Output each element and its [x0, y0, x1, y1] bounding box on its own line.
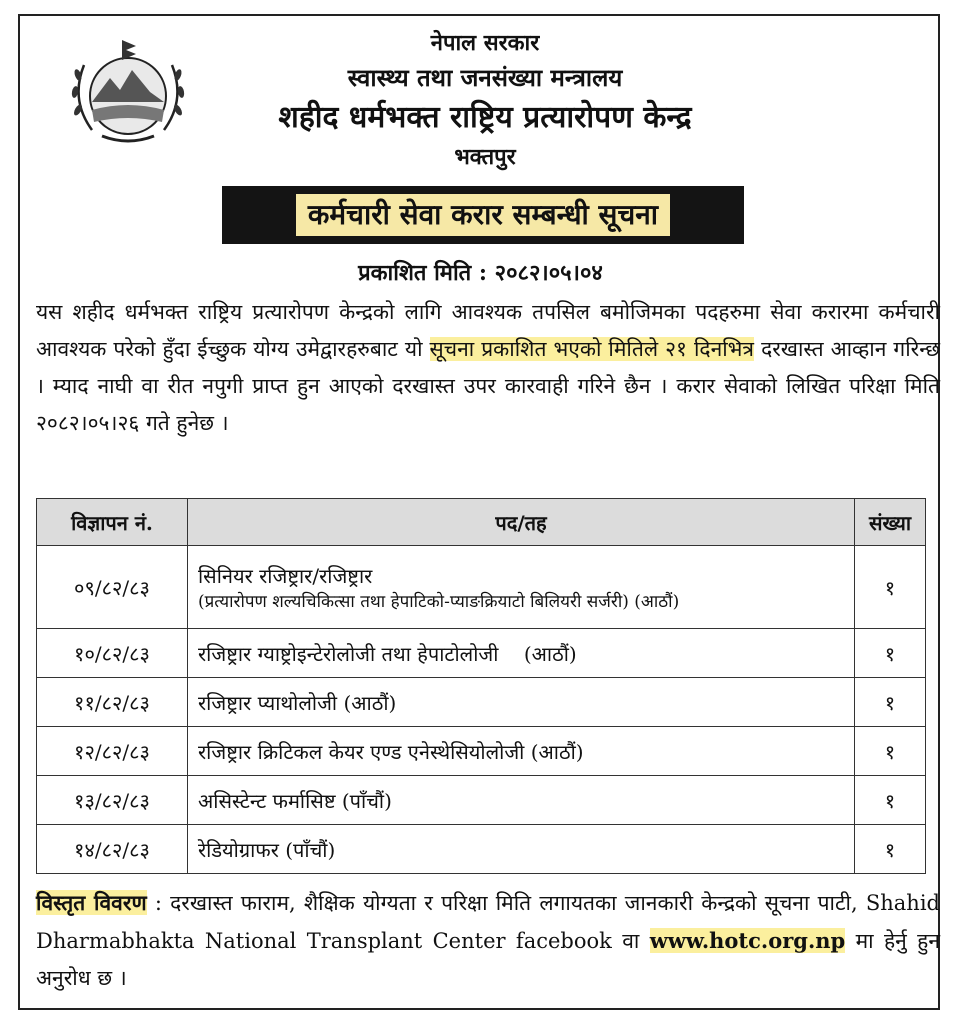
- table-row: [37, 546, 926, 629]
- footer-details: [36, 884, 940, 997]
- table-row: [37, 825, 926, 874]
- table-row: [37, 629, 926, 678]
- header-count: संख्या: [855, 499, 926, 546]
- header-advert-no: विज्ञापन नं.: [37, 499, 188, 546]
- post-title: रजिष्ट्रार प्याथोलोजी (आठौं): [188, 678, 855, 727]
- header: [200, 26, 770, 174]
- posts-table: [36, 498, 926, 874]
- post-cell: [188, 546, 855, 629]
- notice-title: कर्मचारी सेवा करार सम्बन्धी सूचना: [296, 194, 670, 236]
- advert-no: १४/८२/८३: [37, 825, 188, 874]
- advert-no: १०/८२/८३: [37, 629, 188, 678]
- post-count: १: [855, 776, 926, 825]
- post-title: रजिष्ट्रार क्रिटिकल केयर एण्ड एनेस्थेसियोलोजी (आठौं): [188, 727, 855, 776]
- post-title: रेडियोग्राफर (पाँचौं): [188, 825, 855, 874]
- table-row: [37, 776, 926, 825]
- details-text2: मा हेर्नु हुन अनुरोध छ ।: [36, 929, 940, 990]
- details-label: विस्तृत विवरण: [36, 890, 147, 915]
- header-center-name: शहीद धर्मभक्त राष्ट्रिय प्रत्यारोपण केन्द्र: [278, 100, 692, 135]
- table-row: [37, 727, 926, 776]
- post-title: असिस्टेन्ट फर्मासिष्ट (पाँचौं): [188, 776, 855, 825]
- post-count: १: [855, 727, 926, 776]
- post-count: १: [855, 825, 926, 874]
- paragraph-part2: दरखास्त आव्हान गरिन्छ । म्याद नाघी वा रीत नपुगी प्राप्त हुन आएको दरखास्त उपर कारवाही गरिने छैन । करार सेवाको लिखित परिक्षा मिति २०८२।०५।२६ गते हुनेछ ।: [36, 337, 940, 435]
- details-text1: : दरखास्त फाराम, शैक्षिक योग्यता र परिक्षा मिति लगायतका जानकारी केन्द्रको सूचना पाटी, Shahid Dharmabhakta National Transplant Center facebook वा: [36, 891, 940, 953]
- post-subtitle: (प्रत्यारोपण शल्यचिकित्सा तथा हेपाटिको-प्याङक्रियाटो बिलियरी सर्जरी) (आठौं): [198, 592, 680, 612]
- notice-paragraph: [36, 294, 940, 442]
- paragraph-part1: यस शहीद धर्मभक्त राष्ट्रिय प्रत्यारोपण केन्द्रको लागि आवश्यक तपसिल बमोजिमका पदहरुमा सेवा करारमा कर्मचारी आवश्यक परेको हुँदा ईच्छुक योग्य उमेद्वारहरुबाट यो: [36, 300, 940, 361]
- publish-date: प्रकाशित मिति : २०८२।०५।०४: [358, 260, 603, 286]
- paragraph-highlight: सूचना प्रकाशित भएको मितिले २१ दिनभित्र: [429, 337, 755, 361]
- website-link[interactable]: www.hotc.org.np: [649, 928, 846, 953]
- post-title: रजिष्ट्रार ग्याष्ट्रोइन्टेरोलोजी तथा हेपाटोलोजी (आठौं): [188, 629, 855, 678]
- header-government: नेपाल सरकार: [430, 30, 540, 56]
- header-ministry: स्वास्थ्य तथा जनसंख्या मन्त्रालय: [347, 63, 623, 92]
- post-count: १: [855, 678, 926, 727]
- notice-title-box: [222, 186, 744, 244]
- advert-no: १२/८२/८३: [37, 727, 188, 776]
- advert-no: १३/८२/८३: [37, 776, 188, 825]
- nepal-government-emblem: [62, 30, 194, 150]
- header-post: पद/तह: [188, 499, 855, 546]
- post-count: १: [855, 546, 926, 629]
- table-row: [37, 678, 926, 727]
- advert-no: ०९/८२/८३: [37, 546, 188, 629]
- header-location: भक्तपुर: [454, 144, 516, 170]
- advert-no: ११/८२/८३: [37, 678, 188, 727]
- post-count: १: [855, 629, 926, 678]
- post-title: सिनियर रजिष्ट्रार/रजिष्ट्रार: [198, 564, 373, 588]
- table-header-row: [37, 499, 926, 546]
